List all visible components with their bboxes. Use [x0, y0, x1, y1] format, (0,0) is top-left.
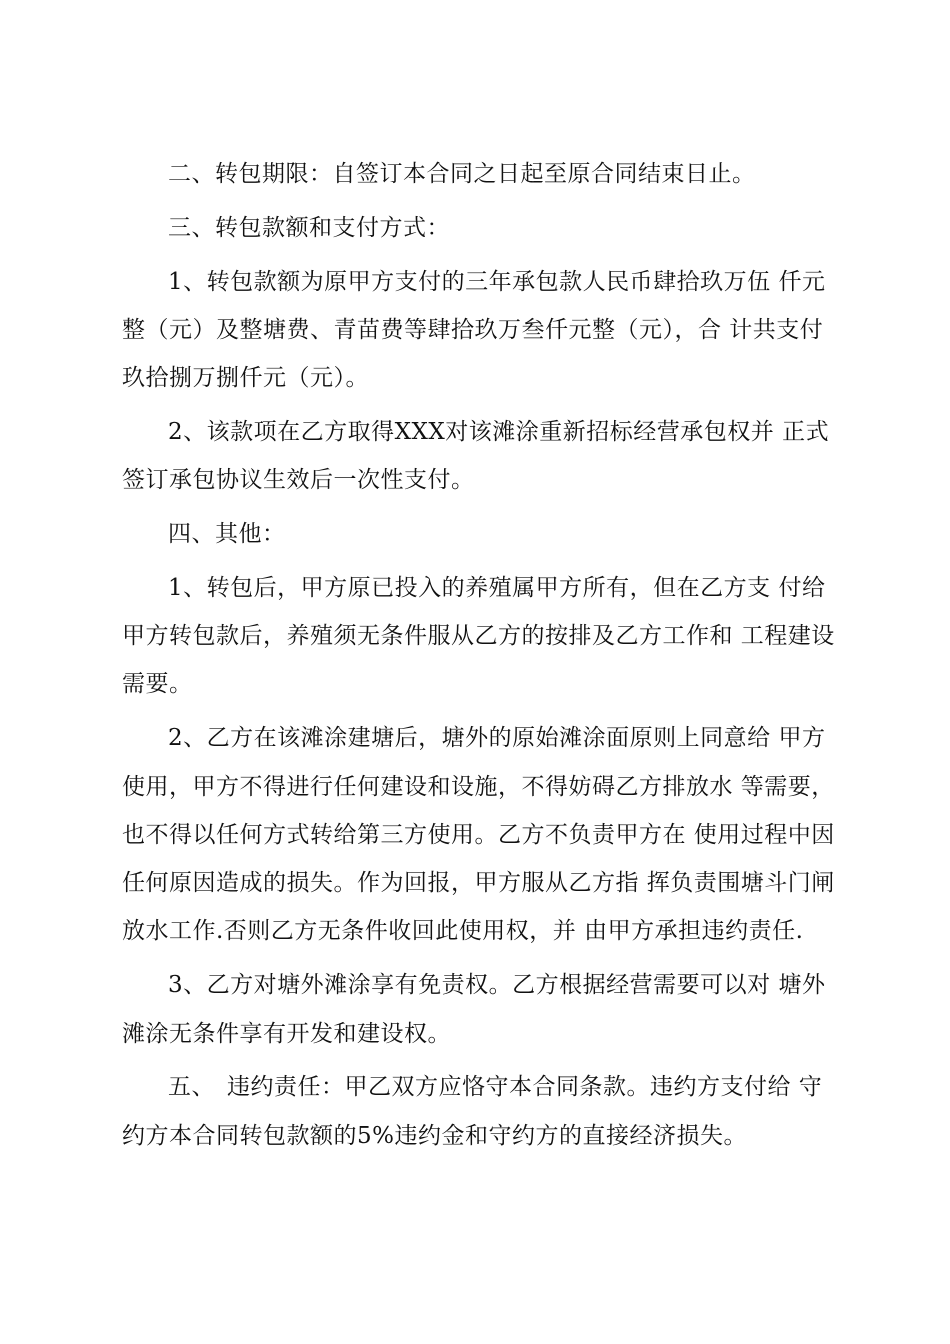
- document-body: [122, 150, 842, 1165]
- text-line: 任何原因造成的损失。作为回报，甲方服从乙方指 挥负责围塘斗门闸: [122, 870, 835, 897]
- paragraph-payment-timing: [122, 408, 842, 505]
- paragraph-payment-heading: [122, 204, 842, 252]
- text-line: 五、 违约责任：甲乙双方应恪守本合同条款。违约方支付给 守: [168, 1074, 823, 1101]
- text-line: 四、其他：: [168, 521, 286, 548]
- text-line: 整（元）及整塘费、青苗费等肆拾玖万叁仟元整（元），合 计共支付: [122, 316, 824, 343]
- text-line: 二、转包期限：自签订本合同之日起至原合同结束日止。: [168, 161, 756, 187]
- text-line: 2、乙方在该滩涂建塘后，塘外的原始滩涂面原则上同意给 甲方: [168, 725, 826, 752]
- paragraph-other-1: [122, 564, 842, 709]
- text-line: 也不得以任何方式转给第三方使用。乙方不负责甲方在 使用过程中因: [122, 821, 835, 848]
- text-line: 签订承包协议生效后一次性支付。: [122, 467, 475, 494]
- text-line: 玖拾捌万捌仟元（元）。: [122, 365, 369, 392]
- text-line: 滩涂无条件享有开发和建设权。: [122, 1020, 451, 1047]
- paragraph-other-3: [122, 961, 842, 1058]
- paragraph-payment-amount: [122, 258, 842, 403]
- text-line: 1、转包款额为原甲方支付的三年承包款人民币肆拾玖万伍 仟元: [168, 268, 826, 295]
- paragraph-other-heading: [122, 510, 842, 558]
- text-line: 使用，甲方不得进行任何建设和设施，不得妨碍乙方排放水 等需要，: [122, 773, 835, 800]
- paragraph-other-2: [122, 714, 842, 955]
- text-line: 3、乙方对塘外滩涂享有免责权。乙方根据经营需要可以对 塘外: [168, 972, 826, 999]
- text-line: 甲方转包款后，养殖须无条件服从乙方的按排及乙方工作和 工程建设: [122, 623, 835, 650]
- text-line: 需要。: [122, 671, 193, 698]
- text-line: 1、转包后，甲方原已投入的养殖属甲方所有，但在乙方支 付给: [168, 574, 826, 601]
- text-line: 2、该款项在乙方取得XXX对该滩涂重新招标经营承包权并 正式: [168, 418, 830, 445]
- text-line: 约方本合同转包款额的5%违约金和守约方的直接经济损失。: [122, 1122, 747, 1149]
- text-line: 放水工作.否则乙方无条件收回此使用权，并 由甲方承担违约责任.: [122, 918, 804, 945]
- paragraph-breach: [122, 1063, 842, 1160]
- text-line: 三、转包款额和支付方式：: [168, 214, 450, 241]
- paragraph-term: [122, 150, 842, 198]
